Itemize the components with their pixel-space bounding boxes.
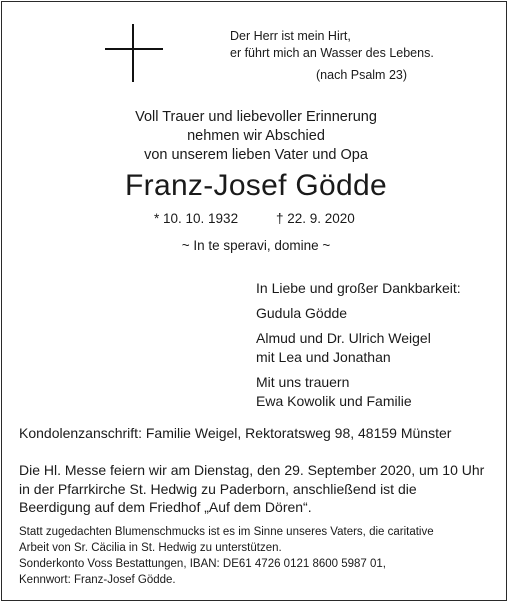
motto: ~ In te speravi, domine ~ [181,238,331,253]
mourner-line: mit Lea und Jonathan [256,349,391,365]
mass-line: Die Hl. Messe feiern wir am Dienstag, den 29. September 2020, um 10 Uhr [19,462,485,478]
deceased-name: Franz-Josef Gödde [125,169,387,202]
note-line: Statt zugedachten Blumenschmucks ist es im Sinne unseres Vaters, die caritative [19,526,434,538]
mourner-group [256,373,461,411]
psalm-quote [230,28,434,62]
mass-announcement [19,461,499,517]
psalm-source: (nach Psalm 23) [316,68,408,82]
intro-line: nehmen wir Abschied [187,128,325,144]
intro-line: von unserem lieben Vater und Opa [144,147,368,163]
condolence-address: Kondolenzanschrift: Familie Weigel, Rektoratsweg 98, 48159 Münster [19,425,452,441]
psalm-line: er führt mich an Wasser des Lebens. [230,46,434,60]
cross-icon [105,24,163,82]
mourner-group [256,329,461,367]
mass-line: Beerdigung auf dem Friedhof „Auf dem Dören“. [19,499,312,515]
mourner-line: Gudula Gödde [256,305,348,321]
death-date: † 22. 9. 2020 [276,211,355,226]
notice-frame [1,1,507,601]
mourner-line: Ewa Kowolik und Familie [256,393,412,409]
mourner-line: Almud und Dr. Ulrich Weigel [256,330,431,346]
mourners-block [256,279,461,417]
note-line: Arbeit von Sr. Cäcilia in St. Hedwig zu unterstützen. [19,542,282,554]
intro-text [2,108,510,165]
intro-line: Voll Trauer und liebevoller Erinnerung [135,109,377,125]
note-line: Sonderkonto Voss Bestattungen, IBAN: DE61 4726 0121 8600 5987 01, [19,558,386,570]
note-line: Kennwort: Franz-Josef Gödde. [19,574,176,586]
mourners-heading: In Liebe und großer Dankbarkeit: [256,280,461,296]
psalm-line: Der Herr ist mein Hirt, [230,29,351,43]
mass-line: in der Pfarrkirche St. Hedwig zu Paderborn, anschließend ist die [19,480,417,497]
donation-note [19,524,499,588]
mourner-group [256,304,461,323]
birth-date: * 10. 10. 1932 [154,211,239,226]
mourner-line: Mit uns trauern [256,374,350,390]
